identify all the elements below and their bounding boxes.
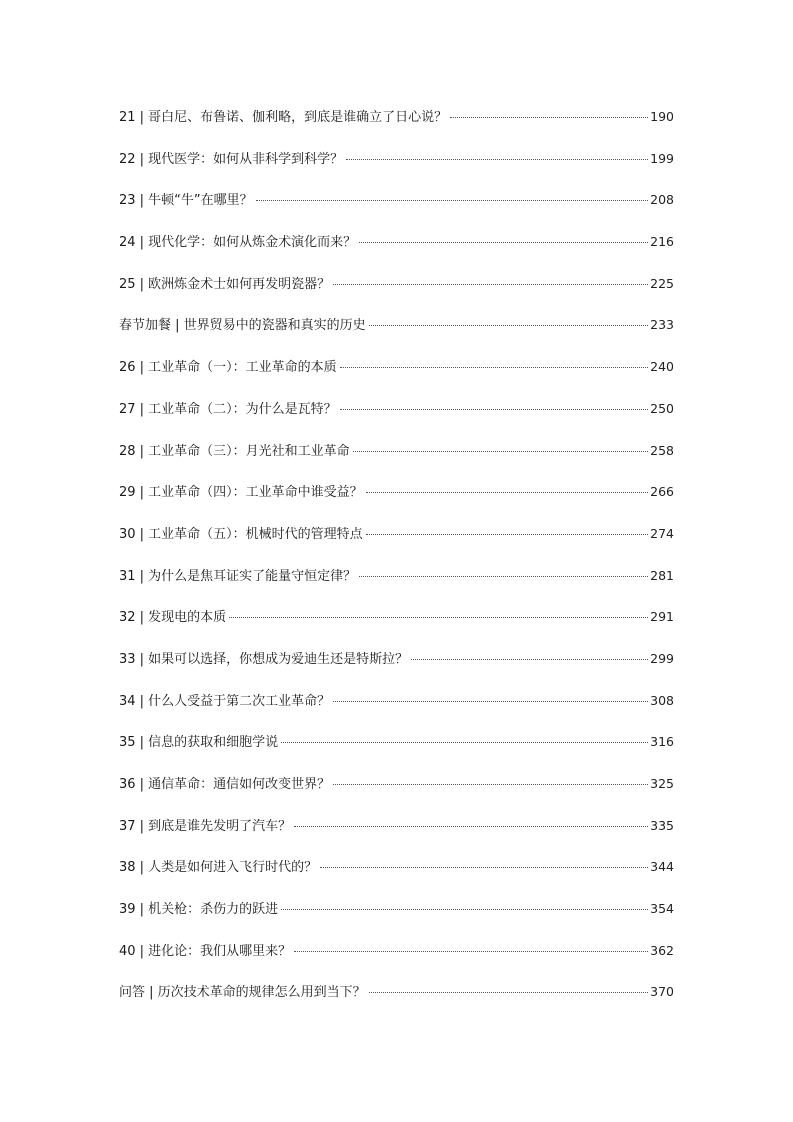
toc-entry[interactable] — [119, 606, 674, 648]
toc-entry-title[interactable]: 28 | 工业革命（三）：月光社和工业革命 — [119, 443, 350, 459]
toc-entry-title[interactable]: 21 | 哥白尼、布鲁诺、伽利略，到底是谁确立了日心说？ — [119, 110, 448, 125]
toc-entry[interactable] — [119, 731, 674, 773]
toc-entry-title[interactable]: 30 | 工业革命（五）：机械时代的管理特点 — [119, 526, 363, 542]
toc-entry-page-number[interactable]: 225 — [650, 275, 674, 291]
toc-entry-page-number[interactable]: 258 — [650, 442, 674, 458]
toc-entry[interactable] — [119, 690, 674, 732]
toc-entry[interactable] — [119, 856, 674, 898]
toc-entry-title[interactable]: 38 | 人类是如何进入飞行时代的？ — [119, 860, 318, 876]
toc-entry-page-number[interactable]: 274 — [650, 525, 674, 541]
dot-leader — [256, 199, 648, 201]
dot-leader — [294, 950, 648, 952]
toc-entry[interactable] — [119, 565, 674, 607]
dot-leader — [359, 575, 648, 577]
toc-entry-title[interactable]: 22 | 现代医学：如何从非科学到科学？ — [119, 151, 344, 167]
toc-entry-page-number[interactable]: 190 — [650, 109, 674, 124]
toc-entry-title[interactable]: 36 | 通信革命：通信如何改变世界？ — [119, 777, 331, 792]
toc-entry-page-number[interactable]: 362 — [650, 942, 674, 958]
toc-entry[interactable] — [119, 398, 674, 440]
toc-entry-title[interactable]: 春节加餐 | 世界贸易中的瓷器和真实的历史 — [119, 318, 366, 334]
toc-entry-page-number[interactable]: 233 — [650, 317, 674, 333]
toc-entry-page-number[interactable]: 240 — [650, 359, 674, 375]
toc-entry-page-number[interactable]: 291 — [650, 609, 674, 625]
toc-entry-page-number[interactable]: 325 — [650, 776, 674, 791]
dot-leader — [333, 783, 648, 785]
toc-entry[interactable] — [119, 231, 674, 273]
toc-entry[interactable] — [119, 148, 674, 190]
toc-entry-page-number[interactable]: 370 — [650, 984, 674, 1000]
toc-entry-page-number[interactable]: 299 — [650, 650, 674, 666]
toc-entry[interactable] — [119, 356, 674, 398]
toc-entry-page-number[interactable]: 344 — [650, 859, 674, 875]
toc-entry[interactable] — [119, 189, 674, 231]
toc-entry-title[interactable]: 26 | 工业革命（一）：工业革命的本质 — [119, 360, 337, 376]
toc-entry[interactable] — [119, 440, 674, 482]
toc-entry-title[interactable]: 31 | 为什么是焦耳证实了能量守恒定律？ — [119, 568, 357, 584]
toc-entry[interactable] — [119, 815, 674, 857]
toc-entry-page-number[interactable]: 335 — [650, 817, 674, 833]
toc-entry[interactable] — [119, 523, 674, 565]
toc-entry-title[interactable]: 29 | 工业革命（四）：工业革命中谁受益？ — [119, 485, 363, 501]
toc-entry-title[interactable]: 34 | 什么人受益于第二次工业革命？ — [119, 693, 331, 709]
dot-leader — [320, 866, 648, 868]
dot-leader — [353, 450, 648, 452]
dot-leader — [340, 366, 648, 368]
toc-entry-title[interactable]: 33 | 如果可以选择，你想成为爱迪生还是特斯拉？ — [119, 651, 409, 667]
dot-leader — [333, 283, 648, 285]
toc-entry-title[interactable]: 27 | 工业革命（二）：为什么是瓦特？ — [119, 401, 337, 417]
dot-leader — [281, 908, 648, 910]
toc-entry-title[interactable]: 32 | 发现电的本质 — [119, 610, 227, 626]
toc-entry[interactable] — [119, 481, 674, 523]
dot-leader — [450, 116, 648, 118]
dot-leader — [369, 324, 648, 326]
toc-entry-page-number[interactable]: 266 — [650, 484, 674, 500]
toc-entry[interactable] — [119, 898, 674, 940]
toc-entry-page-number[interactable]: 354 — [650, 901, 674, 917]
dot-leader — [369, 991, 648, 993]
toc-entry-page-number[interactable]: 250 — [650, 400, 674, 416]
toc-entry-title[interactable]: 35 | 信息的获取和细胞学说 — [119, 735, 279, 751]
toc-entry-title[interactable]: 24 | 现代化学：如何从炼金术演化而来？ — [119, 235, 357, 251]
toc-entry-page-number[interactable]: 199 — [650, 150, 674, 166]
toc-entry-title[interactable]: 23 | 牛顿“牛”在哪里？ — [119, 193, 253, 209]
toc-entry-page-number[interactable]: 308 — [650, 692, 674, 708]
toc-entry-page-number[interactable]: 281 — [650, 567, 674, 583]
toc-entry[interactable] — [119, 773, 674, 815]
toc-entry-title[interactable]: 39 | 机关枪：杀伤力的跃进 — [119, 902, 279, 918]
dot-leader — [366, 533, 648, 535]
dot-leader — [281, 741, 648, 743]
toc-entry[interactable] — [119, 314, 674, 356]
toc-entry-title[interactable]: 37 | 到底是谁先发明了汽车？ — [119, 818, 292, 834]
toc-entry[interactable] — [119, 273, 674, 315]
dot-leader — [411, 658, 648, 660]
table-of-contents — [119, 106, 674, 1023]
toc-entry-title[interactable]: 40 | 进化论：我们从哪里来？ — [119, 943, 292, 959]
dot-leader — [359, 241, 648, 243]
dot-leader — [366, 491, 648, 493]
dot-leader — [294, 825, 648, 827]
toc-entry-title[interactable]: 25 | 欧洲炼金术士如何再发明瓷器？ — [119, 276, 331, 292]
toc-entry-page-number[interactable]: 316 — [650, 734, 674, 750]
toc-entry-title[interactable]: 问答 | 历次技术革命的规律怎么用到当下？ — [119, 985, 366, 1001]
toc-entry[interactable] — [119, 106, 674, 148]
toc-entry[interactable] — [119, 981, 674, 1023]
dot-leader — [340, 408, 648, 410]
toc-entry-page-number[interactable]: 208 — [650, 192, 674, 208]
dot-leader — [229, 616, 648, 618]
toc-entry-page-number[interactable]: 216 — [650, 234, 674, 250]
dot-leader — [346, 158, 648, 160]
toc-entry[interactable] — [119, 648, 674, 690]
dot-leader — [333, 700, 648, 702]
toc-entry[interactable] — [119, 940, 674, 982]
